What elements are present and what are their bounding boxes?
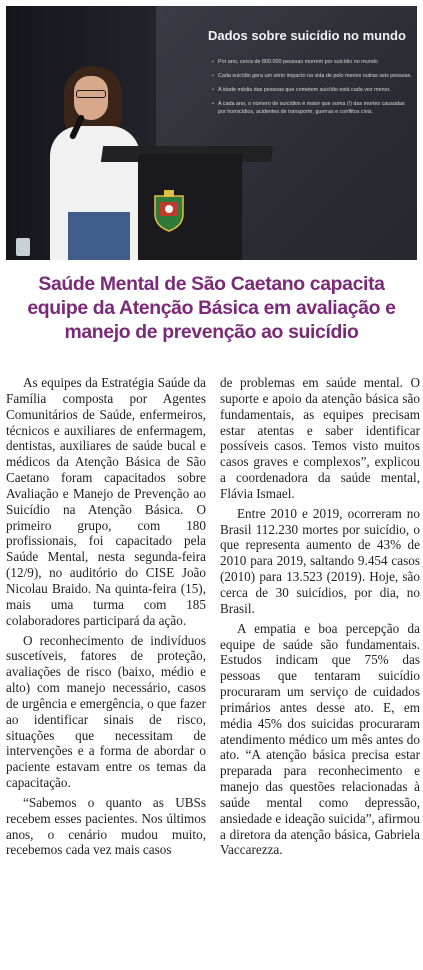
slide-title: Dados sobre suicídio no mundo xyxy=(208,28,406,43)
article-column-left xyxy=(6,375,206,858)
article-paragraph: de problemas em saúde mental. O suporte e apoio da atenção básica são fundamentais, as equipes precisam estar atentas e saber identificar possíveis casos. Temos visto muitos casos graves e complexos”, explicou a coordenadora da saúde mental, Flávia Ismael. xyxy=(220,375,420,501)
article-column-right xyxy=(220,375,420,858)
speaker-glasses xyxy=(76,90,106,98)
article-paragraph: O reconhecimento de indivíduos suscetíveis, fatores de proteção, avaliações de risco (baixo, médio e alto) com manejo necessário, casos de urgência e emergência, o que fazer ao identificar sinais de risco, situações que necessitam de intervenções e a forma de abordar o paciente estavam entre os temas da capacitação. xyxy=(6,632,206,791)
slide-bullet: • Cada suicídio gera um sério impacto na vida de pelo menos outras seis pessoas. xyxy=(212,72,412,80)
article-headline: Saúde Mental de São Caetano capacita equipe da Atenção Básica em avaliação e manejo de prevenção ao suicídio xyxy=(27,273,396,343)
city-seal-icon xyxy=(152,188,186,232)
article-paragraph: Entre 2010 e 2019, ocorreram no Brasil 112.230 mortes por suicídio, o que representa aumento de 43% de 2010 para 2019, saltando 9.454 casos (2010) para 13.523 (2019). Hoje, são cerca de 30 suicídios, por dia, no Brasil. xyxy=(220,505,420,616)
article-paragraph: “Sabemos o quanto as UBSs recebem esses pacientes. Nos últimos anos, o cenário mudou muito, recebemos cada vez mais casos xyxy=(6,794,206,858)
slide-bullet: • A cada ano, o número de suicídios é maior que soma (!) das mortes causadas por homicídios, acidentes de transporte, guerras e conflitos civis. xyxy=(212,100,412,116)
slide-bullets xyxy=(212,58,412,122)
slide-bullet: • Por ano, cerca de 800.000 pessoas morrem por suicídio no mundo xyxy=(212,58,412,66)
article-paragraph: As equipes da Estratégia Saúde da Família composta por Agentes Comunitários de Saúde, enfermeiros, técnicos e auxiliares de enfermagem, dentistas, auxiliares de saúde bucal e médicos da Atenção Básica de São Caetano foram capacitados sobre Avaliação e Manejo de Prevenção ao Suicídio na Atenção Básica. O primeiro grupo, com 180 profissionais, foi capacitado pela Saúde Mental, nesta segunda-feira (12/9), no auditório do CISE João Nicolau Braido. Na quinta-feira (15), mais uma turma com 185 colaboradores participará da ação. xyxy=(6,375,206,628)
water-cup xyxy=(16,238,30,256)
speaker-face xyxy=(74,76,108,120)
article-paragraph: A empatia e boa percepção da equipe de saúde são fundamentais. Estudos indicam que 75% das pessoas que tentaram suicídio procuraram um serviço de cuidados primários antes desse ato. E, em média 45% dos suicidas procuraram atendimento médico um mês antes do ato. “A atenção básica precisa estar preparada para reconhecimento e manejo das questões relacionadas à saúde mental como depressão, ansiedade e ideação suicida”, afirmou a diretora da atenção básica, Gabriela Vaccarezza. xyxy=(220,620,420,858)
speaker-jeans xyxy=(68,212,130,260)
slide-bullet: • A idade média das pessoas que cometem suicídio está cada vez menor. xyxy=(212,86,412,94)
article-photo xyxy=(6,6,417,260)
